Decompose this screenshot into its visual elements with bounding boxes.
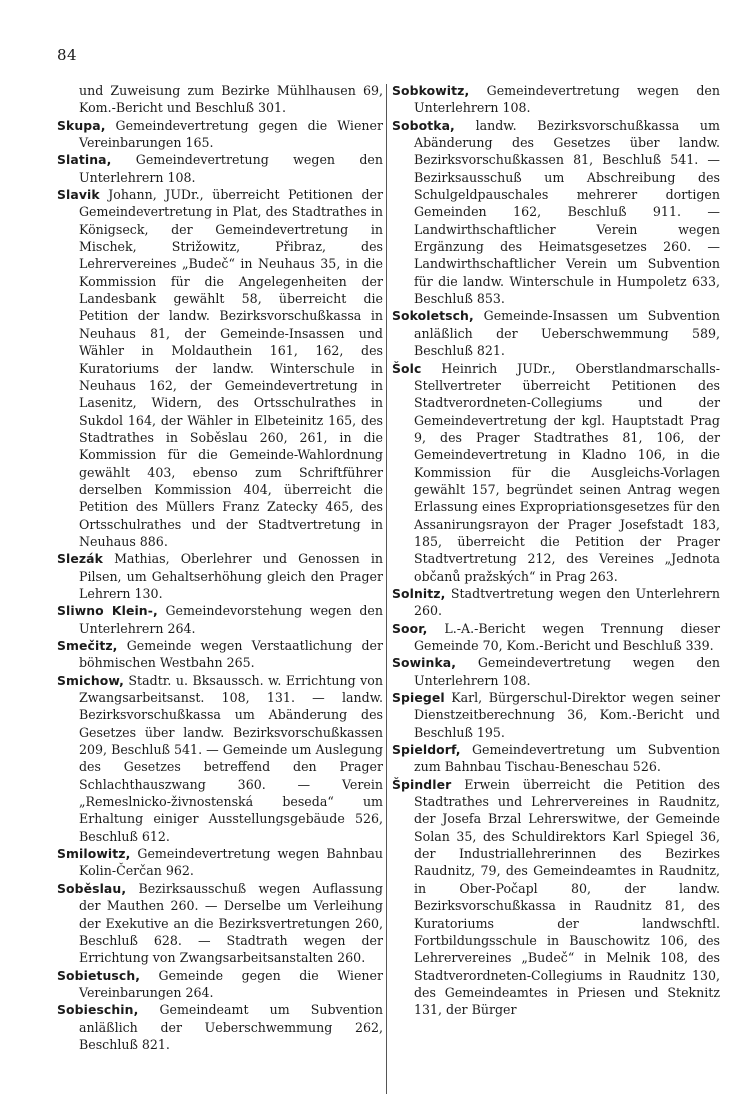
index-entry [392,585,720,620]
page-number: 84 [57,46,78,64]
index-entry-text: Heinrich JUDr., Oberstlandmarschalls-Stellvertreter überreicht Petitionen des Stadtverordneten-Collegiums und der Gemeindevertretung der kgl. Hauptstadt Prag 9, des Prager Stadtrathes 81, 106, der Gemeindevertretung in Kladno 106, in die Kommission für die Ausgleichs-Vorlagen gewählt 157, begründet seinen Antrag wegen Erlassung eines Expropriationsgesetzes für den Assanirungsrayon der Prager Josefstadt 183, 185, überreicht die Petition der Prager Stadtvertretung 212, des Vereines „Jednota občanů pražských“ in Prag 263. [414,360,720,584]
index-entry-term: Špindler [392,776,452,792]
index-entry-term: Smilowitz, [57,846,131,862]
index-entry [392,654,720,689]
index-entry-term: Soor, [392,620,428,636]
index-entry-text: Gemeindeamt um Subvention anläßlich der Ueberschwemmung 262, Beschluß 821. [79,1002,383,1052]
index-entry [392,360,720,585]
index-entry [392,307,720,359]
index-entry-term: Sobotka, [392,117,455,133]
index-entry [57,967,383,1002]
right-column [392,82,720,1019]
index-entry-text: und Zuweisung zum Bezirke Mühlhausen 69, Kom.-Bericht und Beschluß 301. [79,83,383,116]
index-entry [392,620,720,655]
index-entry-text: Gemeindevertretung gegen die Wiener Vereinbarungen 165. [79,117,383,151]
index-entry-term: Sowinka, [392,655,457,671]
index-entry-text: L.-A.-Bericht wegen Trennung dieser Gemeinde 70, Kom.-Bericht und Beschluß 339. [414,620,720,653]
index-entry [57,1001,383,1053]
index-entry [57,186,383,550]
index-entry [57,845,383,880]
index-entry-term: Sobkowitz, [392,83,470,98]
index-entry-term: Smichow, [57,672,124,688]
index-entry [57,637,383,672]
index-entry [57,602,383,637]
index-entry-text: Gemeindevertretung wegen den Unterlehrern 108. [414,83,720,116]
index-entry [392,117,720,308]
index-entry-term: Spieldorf, [392,742,461,758]
index-entry-text: Johann, JUDr., überreicht Petitionen der Gemeindevertretung in Plat, des Stadtrathes in Königseck, der Gemeindevertretung in Mischek, Strižowitz, Přibraz, des Lehrervereines „Budeč“ in Neuhaus 35, in die Kommission für die Angelegenheiten der Landesbank gewählt 58, überreicht die Petition der landw. Bezirksvorschußkassa in Neuhaus 81, der Gemeinde-Insassen und Wähler in Moldauthein 161, 162, des Kuratoriums der landw. Winterschule in Neuhaus 162, der Gemeindevertretung in Lasenitz, Widern, des Ortsschulrathes in Sukdol 164, der Wähler in Elbeteinitz 165, des Stadtrathes in Soběslau 260, 261, in die Kommission für die Gemeinde-Wahlordnung gewählt 403, ebenso zum Schriftführer derselben Kommission 404, überreicht die Petition des Müllers Franz Zatecky 465, des Ortsschulrathes und der Stadtvertretung in Neuhaus 886. [79,187,383,549]
index-entry-term: Smečitz, [57,638,118,653]
index-entry [57,82,383,117]
index-entry-term: Sobietusch, [57,967,141,983]
index-entry-term: Slatina, [57,152,112,168]
index-entry [57,880,383,967]
index-entry-term: Sokoletsch, [392,308,474,324]
index-entry-text: Karl, Bürgerschul-Direktor wegen seiner Dienstzeitberechnung 36, Kom.-Bericht und Beschluß 195. [414,690,720,740]
index-entry-text: Gemeindevertretung wegen den Unterlehrern 108. [414,655,720,688]
index-entry-term: Skupa, [57,117,106,133]
index-entry-text: Gemeindevertretung wegen den Unterlehrern 108. [79,152,383,185]
index-entry [57,672,383,845]
index-entry [57,151,383,186]
left-column [57,82,383,1053]
index-entry-text: Gemeindevertretung wegen Bahnbau Kolin-Čerčan 962. [79,846,383,879]
index-entry-text: Erwein überreicht die Petition des Stadtrathes und Lehrervereines in Raudnitz, der Josefa Brzal Lehrerswitwe, der Gemeinde Solan 35, des Schuldirektors Karl Spiegel 36, der Industriallehrerinnen des Bezirkes Raudnitz, 79, des Gemeindeamtes in Raudnitz, in Ober-Počapl 80, der landw. Bezirksvorschußkassa in Raudnitz 81, des Kuratoriums der landwschftl. Fortbildungsschule in Bauschowitz 106, des Lehrervereines „Budeč“ in Melnik 108, des Stadtverordneten-Collegiums in Raudnitz 130, des Gemeindeamtes in Priesen und Steknitz 131, der Bürger [414,776,720,1018]
index-entry-text: Stadtr. u. Bksaussch. w. Errichtung von Zwangsarbeitsanst. 108, 131. — landw. Bezirksvorschußkassa um Abänderung des Gesetzes über landw. Bezirksvorschußkassen 209, Beschluß 541. — Gemeinde um Auslegung des Gesetzes betreffend den Prager Schlachthauszwang 360. — Verein „Remeslnicko-živnostenská beseda“ um Erhaltung einiger Ausstellungsgebäude 526, Beschluß 612. [79,672,383,844]
index-entry-term: Spiegel [392,690,445,706]
index-entry-term: Slavik [57,187,100,203]
index-entry-text: Gemeindevorstehung wegen den Unterlehrern 264. [79,603,383,636]
index-entry-text: Gemeinde gegen die Wiener Vereinbarungen 264. [79,967,383,1000]
index-entry-term: Šolc [392,360,422,376]
index-entry [392,776,720,1019]
index-entry [392,82,720,117]
index-entry-text: Bezirksausschuß wegen Auflassung der Mauthen 260. — Derselbe um Verleihung der Exekutive an die Bezirksvertretungen 260, Beschluß 628. — Stadtrath wegen der Errichtung von Zwangsarbeitsanstalten 260. [79,880,383,966]
index-entry-term: Soběslau, [57,880,127,896]
index-entry-text: Mathias, Oberlehrer und Genossen in Pilsen, um Gehaltserhöhung gleich den Prager Lehrern 130. [79,551,383,601]
index-entry-text: Gemeinde-Insassen um Subvention anläßlich der Ueberschwemmung 589, Beschluß 821. [414,308,720,359]
index-entry [57,550,383,602]
index-entry [57,117,383,152]
index-entry-text: Gemeinde wegen Verstaatlichung der böhmischen Westbahn 265. [79,638,383,671]
index-entry-term: Sliwno Klein-, [57,603,158,619]
index-entry-term: Solnitz, [392,585,446,601]
column-rule [386,84,387,1094]
index-entry-text: Gemeindevertretung um Subvention zum Bahnbau Tischau-Beneschau 526. [414,742,720,775]
index-entry-text: Stadtvertretung wegen den Unterlehrern 260. [414,585,720,619]
index-entry-term: Slezák [57,551,103,567]
index-entry-term: Sobieschin, [57,1002,139,1018]
index-entry-text: landw. Bezirksvorschußkassa um Abänderung des Gesetzes über landw. Bezirksvorschußkassen 81, Beschluß 541. — Bezirksausschuß um Abschreibung des Schulgeldpauschales mehrerer dortigen Gemeinden 162, Beschluß 911. — Landwirthschaftlicher Verein wegen Ergänzung des Heimatsgesetzes 260. — Landwirthschaftlicher Verein um Subvention für die landw. Winterschule in Humpoletz 633, Beschluß 853. [414,117,720,307]
index-entry [392,741,720,776]
index-entry [392,689,720,741]
